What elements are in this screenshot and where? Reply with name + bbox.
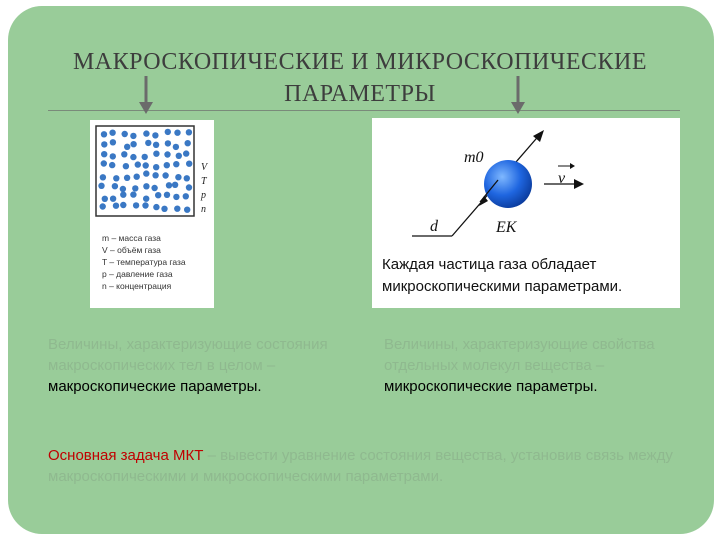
micro-definition-term: микроскопические параметры. [384, 378, 598, 395]
macro-definition-lead: Величины, характеризующие состояния макроскопических тел в целом – [48, 336, 328, 374]
gas-particle [109, 162, 115, 168]
gas-particle [166, 182, 172, 188]
gas-particle [130, 141, 136, 147]
label-pressure: p [201, 190, 206, 201]
gas-particle [175, 174, 181, 180]
gas-particle [100, 174, 106, 180]
gas-particle [173, 194, 179, 200]
gas-particle [172, 182, 178, 188]
micro-definition [384, 334, 680, 397]
gas-particle [101, 151, 107, 157]
caption-line: микроскопическими параметрами. [382, 278, 623, 295]
slide-title-line2: ПАРАМЕТРЫ [284, 81, 436, 107]
gas-particle [165, 129, 171, 135]
label-velocity: v [558, 170, 566, 187]
gas-particle [183, 150, 189, 156]
gas-particle [124, 175, 130, 181]
label-diameter: d [430, 218, 438, 235]
gas-particle [100, 203, 106, 209]
gas-particle [120, 202, 126, 208]
mkt-task [48, 445, 688, 487]
legend-item: n – концентрация [102, 281, 172, 291]
gas-particle [162, 172, 168, 178]
gas-particle [161, 206, 167, 212]
legend-item: V – объём газа [102, 245, 161, 255]
gas-particle [164, 151, 170, 157]
gas-particle [174, 130, 180, 136]
gas-particle [143, 183, 149, 189]
gas-particle [122, 131, 128, 137]
gas-particle [153, 204, 159, 210]
gas-particle [145, 140, 151, 146]
gas-particle [120, 192, 126, 198]
molecule-sphere [484, 160, 532, 208]
gas-particle [101, 160, 107, 166]
legend-item: T – температура газа [102, 257, 186, 267]
gas-particle [143, 130, 149, 136]
gas-particle [134, 174, 140, 180]
gas-particle [173, 144, 179, 150]
gas-particle [164, 162, 170, 168]
mkt-task-label: Основная задача МКТ [48, 447, 204, 464]
slide-title-line1: МАКРОСКОПИЧЕСКИЕ И МИКРОСКОПИЧЕСКИЕ [72, 49, 648, 75]
molecule-diagram [372, 118, 680, 248]
macro-definition [48, 334, 338, 397]
label-concentration: n [201, 204, 206, 215]
gas-particle [153, 151, 159, 157]
gas-particle [130, 191, 136, 197]
gas-particle [152, 132, 158, 138]
molecule-figure [372, 118, 680, 308]
gas-particle [185, 140, 191, 146]
label-molecule-mass: m0 [464, 149, 484, 166]
gas-particle [153, 142, 159, 148]
arrow-down-icon [139, 76, 153, 114]
label-volume: V [201, 162, 208, 173]
gas-particle [98, 183, 104, 189]
gas-particle [173, 161, 179, 167]
gas-particle [124, 144, 130, 150]
gas-vessel-diagram [90, 120, 214, 230]
gas-particle [174, 206, 180, 212]
gas-particle [102, 196, 108, 202]
gas-particle [120, 186, 126, 192]
gas-particle [110, 153, 116, 159]
gas-particle [135, 161, 141, 167]
macro-definition-term: макроскопические параметры. [48, 378, 262, 395]
gas-particle [165, 140, 171, 146]
gas-particle [186, 161, 192, 167]
molecule-caption [382, 254, 682, 298]
label-kinetic-energy: EK [496, 219, 517, 236]
gas-particle [143, 196, 149, 202]
gas-particle [123, 163, 129, 169]
gas-particle [121, 151, 127, 157]
arrow-down-icon [511, 76, 525, 114]
gas-particle [112, 183, 118, 189]
gas-particle [110, 139, 116, 145]
gas-particle [130, 133, 136, 139]
legend-item: p – давление газа [102, 269, 173, 279]
gas-particle [184, 207, 190, 213]
gas-particle [151, 185, 157, 191]
gas-particle [186, 184, 192, 190]
gas-particle [142, 202, 148, 208]
gas-particle [184, 175, 190, 181]
gas-particle [113, 203, 119, 209]
gas-container-figure [90, 120, 214, 308]
gas-particle [130, 154, 136, 160]
gas-particle [143, 162, 149, 168]
label-temperature: T [201, 176, 207, 187]
mkt-task-text: – вывести уравнение состояния вещества, установив связь между макроскопическими и микроскопическими параметрами. [48, 447, 673, 485]
gas-particle [176, 153, 182, 159]
gas-particle [109, 130, 115, 136]
gas-particle [101, 141, 107, 147]
gas-particle [132, 185, 138, 191]
gas-particle [101, 131, 107, 137]
gas-particle [152, 172, 158, 178]
gas-particle [142, 154, 148, 160]
gas-particle [183, 193, 189, 199]
gas-particle [164, 192, 170, 198]
gas-particle [186, 129, 192, 135]
gas-particle [155, 192, 161, 198]
gas-particle [153, 164, 159, 170]
parameter-legend [102, 232, 186, 292]
gas-particle [133, 202, 139, 208]
caption-line: Каждая частица газа обладает [382, 256, 597, 273]
gas-particle [143, 170, 149, 176]
gas-particle [110, 196, 116, 202]
micro-definition-lead: Величины, характеризующие свойства отдельных молекул вещества – [384, 336, 655, 374]
legend-item: m – масса газа [102, 233, 161, 243]
gas-particle [113, 175, 119, 181]
